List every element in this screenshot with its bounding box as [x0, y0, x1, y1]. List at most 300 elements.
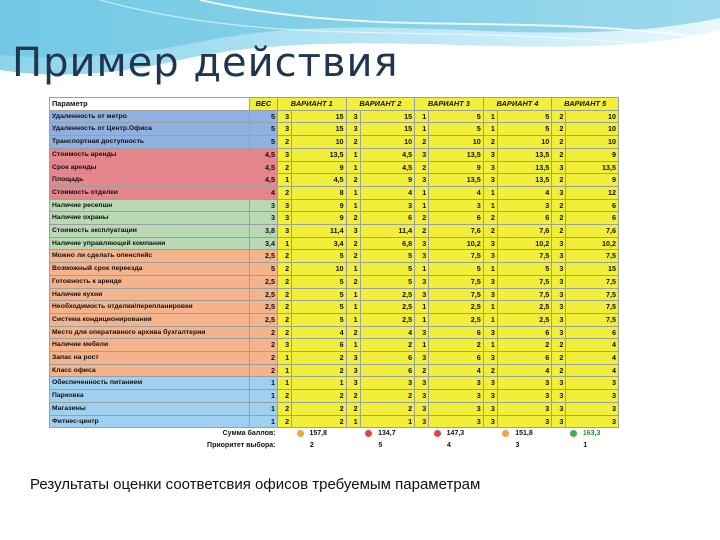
- param-name: Стоимость эксплуатации: [50, 225, 250, 238]
- weighted-score-cell: 9: [566, 174, 619, 187]
- score-cell: 3: [552, 301, 566, 314]
- weighted-score-cell: 4: [566, 364, 619, 377]
- table-row: [50, 199, 619, 212]
- weighted-score-cell: 2,5: [429, 301, 483, 314]
- score-cell: 2: [346, 174, 360, 187]
- table-row: [50, 148, 619, 161]
- table-row: [50, 174, 619, 187]
- param-name: Парковка: [50, 390, 250, 403]
- weighted-score-cell: 3: [566, 377, 619, 390]
- score-cell: 1: [346, 186, 360, 199]
- param-weight: 1: [249, 390, 277, 403]
- table-row: [50, 364, 619, 377]
- sum-value: 134,7: [378, 430, 396, 438]
- score-cell: 1: [415, 339, 429, 352]
- weighted-score-cell: 9: [292, 199, 346, 212]
- sum-cell: [277, 428, 346, 440]
- score-cell: 2: [277, 136, 291, 149]
- score-cell: 3: [415, 237, 429, 250]
- param-name: Обеспеченность питанием: [50, 377, 250, 390]
- weighted-score-cell: 2: [292, 364, 346, 377]
- weighted-score-cell: 12: [566, 186, 619, 199]
- score-cell: 1: [483, 339, 497, 352]
- weighted-score-cell: 4: [566, 352, 619, 365]
- score-cell: 3: [415, 415, 429, 428]
- param-weight: 2: [249, 339, 277, 352]
- score-cell: 3: [552, 415, 566, 428]
- score-cell: 3: [483, 326, 497, 339]
- weighted-score-cell: 3,4: [292, 237, 346, 250]
- weighted-score-cell: 6: [429, 212, 483, 225]
- score-cell: 3: [483, 148, 497, 161]
- status-dot-icon: [502, 430, 509, 437]
- param-weight: 4,5: [249, 174, 277, 187]
- weighted-score-cell: 6: [360, 364, 414, 377]
- score-cell: 3: [552, 288, 566, 301]
- table-row: [50, 263, 619, 276]
- weighted-score-cell: 3: [497, 415, 551, 428]
- score-cell: 3: [415, 288, 429, 301]
- weighted-score-cell: 4: [360, 326, 414, 339]
- score-cell: 3: [277, 199, 291, 212]
- score-cell: 2: [277, 313, 291, 326]
- priority-value: 2: [277, 440, 346, 452]
- score-cell: 3: [346, 352, 360, 365]
- weighted-score-cell: 10: [292, 263, 346, 276]
- score-cell: 1: [415, 263, 429, 276]
- table-row: [50, 352, 619, 365]
- weighted-score-cell: 13,5: [292, 148, 346, 161]
- score-cell: 2: [277, 186, 291, 199]
- param-name: Стоимость аренды: [50, 148, 250, 161]
- score-cell: 3: [277, 110, 291, 123]
- weighted-score-cell: 6: [429, 326, 483, 339]
- weighted-score-cell: 9: [292, 212, 346, 225]
- weighted-score-cell: 4: [497, 364, 551, 377]
- weighted-score-cell: 2: [292, 352, 346, 365]
- param-name: Готовность к аренде: [50, 275, 250, 288]
- score-cell: 3: [415, 390, 429, 403]
- weighted-score-cell: 6: [566, 212, 619, 225]
- weighted-score-cell: 3: [497, 390, 551, 403]
- param-name: Площадь: [50, 174, 250, 187]
- weighted-score-cell: 2: [360, 339, 414, 352]
- score-cell: 1: [346, 288, 360, 301]
- param-weight: 2,5: [249, 313, 277, 326]
- weighted-score-cell: 4: [429, 186, 483, 199]
- weighted-score-cell: 15: [292, 110, 346, 123]
- sum-value: 151,8: [515, 430, 533, 438]
- score-cell: 1: [346, 148, 360, 161]
- weighted-score-cell: 10: [566, 136, 619, 149]
- weighted-score-cell: 8: [292, 186, 346, 199]
- weighted-score-cell: 10: [429, 136, 483, 149]
- priority-value: 5: [346, 440, 415, 452]
- header-variant-5: ВАРИАНТ 5: [552, 98, 619, 111]
- weighted-score-cell: 6: [360, 212, 414, 225]
- score-cell: 3: [552, 313, 566, 326]
- table-row: [50, 313, 619, 326]
- param-weight: 5: [249, 123, 277, 136]
- score-cell: 3: [346, 123, 360, 136]
- weighted-score-cell: 5: [360, 275, 414, 288]
- score-cell: 2: [483, 225, 497, 238]
- weighted-score-cell: 13,5: [497, 161, 551, 174]
- weighted-score-cell: 3: [429, 390, 483, 403]
- score-cell: 1: [483, 301, 497, 314]
- score-cell: 1: [277, 174, 291, 187]
- weighted-score-cell: 3: [566, 415, 619, 428]
- score-cell: 1: [346, 415, 360, 428]
- param-weight: 2: [249, 364, 277, 377]
- score-cell: 2: [277, 288, 291, 301]
- weighted-score-cell: 6: [292, 339, 346, 352]
- weighted-score-cell: 4: [566, 339, 619, 352]
- table-row: [50, 186, 619, 199]
- weighted-score-cell: 2: [360, 402, 414, 415]
- weighted-score-cell: 3: [566, 390, 619, 403]
- param-name: Запас на рост: [50, 352, 250, 365]
- sum-row: [50, 428, 619, 440]
- score-cell: 2: [552, 174, 566, 187]
- score-cell: 1: [346, 313, 360, 326]
- priority-value: 3: [483, 440, 552, 452]
- score-cell: 3: [277, 123, 291, 136]
- param-name: Место для оперативного архива бухгалтерии: [50, 326, 250, 339]
- param-name: Можно ли сделать опенспейс: [50, 250, 250, 263]
- sum-cell: [346, 428, 415, 440]
- score-cell: 2: [346, 212, 360, 225]
- score-cell: 3: [415, 275, 429, 288]
- weighted-score-cell: 6: [497, 352, 551, 365]
- header-param: Параметр: [50, 98, 250, 111]
- weighted-score-cell: 4: [292, 326, 346, 339]
- score-cell: 1: [277, 237, 291, 250]
- score-cell: 3: [552, 186, 566, 199]
- score-cell: 3: [552, 250, 566, 263]
- weighted-score-cell: 1: [292, 377, 346, 390]
- score-cell: 2: [415, 225, 429, 238]
- weighted-score-cell: 5: [292, 313, 346, 326]
- table-row: [50, 250, 619, 263]
- weighted-score-cell: 7,5: [497, 250, 551, 263]
- weighted-score-cell: 3: [429, 377, 483, 390]
- priority-row: [50, 440, 619, 452]
- weighted-score-cell: 7,6: [497, 225, 551, 238]
- weighted-score-cell: 7,5: [429, 288, 483, 301]
- table-row: [50, 136, 619, 149]
- score-cell: 2: [277, 275, 291, 288]
- score-cell: 3: [415, 326, 429, 339]
- param-weight: 3,8: [249, 225, 277, 238]
- weighted-score-cell: 2,5: [360, 288, 414, 301]
- score-cell: 3: [415, 377, 429, 390]
- weighted-score-cell: 10: [497, 136, 551, 149]
- weighted-score-cell: 5: [429, 263, 483, 276]
- weighted-score-cell: 6: [360, 352, 414, 365]
- table-row: [50, 377, 619, 390]
- param-weight: 5: [249, 263, 277, 276]
- weighted-score-cell: 10: [360, 136, 414, 149]
- score-cell: 2: [277, 301, 291, 314]
- param-name: Наличие управляющей компании: [50, 237, 250, 250]
- header-variant-4: ВАРИАНТ 4: [483, 98, 552, 111]
- weighted-score-cell: 10,2: [566, 237, 619, 250]
- score-cell: 3: [483, 174, 497, 187]
- weighted-score-cell: 6,8: [360, 237, 414, 250]
- status-dot-icon: [365, 430, 372, 437]
- param-weight: 2,5: [249, 288, 277, 301]
- score-cell: 3: [483, 161, 497, 174]
- weighted-score-cell: 6: [429, 352, 483, 365]
- score-cell: 1: [277, 377, 291, 390]
- score-cell: 1: [346, 301, 360, 314]
- score-cell: 3: [552, 237, 566, 250]
- score-cell: 2: [552, 136, 566, 149]
- weighted-score-cell: 2: [292, 402, 346, 415]
- score-cell: 3: [483, 390, 497, 403]
- weighted-score-cell: 3: [429, 415, 483, 428]
- weighted-score-cell: 5: [292, 301, 346, 314]
- score-cell: 1: [346, 339, 360, 352]
- score-cell: 2: [277, 326, 291, 339]
- header-weight: ВЕС: [249, 98, 277, 111]
- score-cell: 1: [415, 110, 429, 123]
- score-cell: 3: [552, 161, 566, 174]
- weighted-score-cell: 3: [497, 199, 551, 212]
- score-cell: 3: [277, 225, 291, 238]
- score-cell: 2: [552, 212, 566, 225]
- score-cell: 2: [552, 352, 566, 365]
- caption: Результаты оценки соответсвия офисов требуемым параметрам: [30, 476, 481, 493]
- weighted-score-cell: 15: [292, 123, 346, 136]
- status-dot-icon: [297, 430, 304, 437]
- weighted-score-cell: 7,5: [497, 275, 551, 288]
- weighted-score-cell: 11,4: [292, 225, 346, 238]
- score-cell: 1: [415, 123, 429, 136]
- weighted-score-cell: 9: [429, 161, 483, 174]
- score-cell: 2: [415, 161, 429, 174]
- score-cell: 3: [415, 174, 429, 187]
- score-cell: 2: [552, 148, 566, 161]
- weighted-score-cell: 6: [566, 199, 619, 212]
- score-cell: 2: [346, 326, 360, 339]
- sum-cell: [415, 428, 484, 440]
- status-dot-icon: [434, 430, 441, 437]
- param-weight: 5: [249, 136, 277, 149]
- score-cell: 2: [552, 225, 566, 238]
- table-row: [50, 123, 619, 136]
- param-name: Наличие кухни: [50, 288, 250, 301]
- score-cell: 1: [483, 199, 497, 212]
- param-weight: 2: [249, 326, 277, 339]
- sum-value: 163,3: [582, 430, 601, 438]
- score-cell: 3: [277, 212, 291, 225]
- weighted-score-cell: 5: [429, 123, 483, 136]
- score-cell: 1: [415, 199, 429, 212]
- weighted-score-cell: 10: [292, 136, 346, 149]
- param-weight: 4,5: [249, 161, 277, 174]
- weighted-score-cell: 5: [292, 250, 346, 263]
- weighted-score-cell: 7,6: [566, 225, 619, 238]
- evaluation-sheet: [49, 97, 619, 452]
- score-cell: 3: [277, 148, 291, 161]
- weighted-score-cell: 3: [497, 377, 551, 390]
- weighted-score-cell: 5: [292, 275, 346, 288]
- score-cell: 1: [483, 313, 497, 326]
- param-name: Срок аренды: [50, 161, 250, 174]
- priority-value: 1: [552, 440, 619, 452]
- score-cell: 2: [277, 161, 291, 174]
- weighted-score-cell: 6: [497, 326, 551, 339]
- weighted-score-cell: 11,4: [360, 225, 414, 238]
- score-cell: 1: [346, 161, 360, 174]
- score-cell: 2: [483, 212, 497, 225]
- weighted-score-cell: 7,5: [429, 250, 483, 263]
- param-name: Класс офиса: [50, 364, 250, 377]
- weighted-score-cell: 5: [497, 110, 551, 123]
- param-weight: 3: [249, 212, 277, 225]
- weighted-score-cell: 6: [566, 326, 619, 339]
- weighted-score-cell: 3: [360, 199, 414, 212]
- score-cell: 3: [277, 339, 291, 352]
- weighted-score-cell: 5: [360, 250, 414, 263]
- param-weight: 2,5: [249, 250, 277, 263]
- score-cell: 3: [552, 275, 566, 288]
- score-cell: 3: [346, 364, 360, 377]
- score-cell: 2: [277, 263, 291, 276]
- header-variant-1: ВАРИАНТ 1: [277, 98, 346, 111]
- weighted-score-cell: 3: [566, 402, 619, 415]
- score-cell: 2: [552, 110, 566, 123]
- score-cell: 2: [483, 136, 497, 149]
- score-cell: 2: [277, 390, 291, 403]
- status-dot-icon: [570, 430, 577, 437]
- param-name: Удаленность от метро: [50, 110, 250, 123]
- score-cell: 3: [415, 352, 429, 365]
- weighted-score-cell: 4: [360, 186, 414, 199]
- score-cell: 2: [346, 237, 360, 250]
- param-name: Система кондиционирования: [50, 313, 250, 326]
- weighted-score-cell: 15: [360, 123, 414, 136]
- weighted-score-cell: 4,5: [292, 174, 346, 187]
- weighted-score-cell: 13,5: [429, 148, 483, 161]
- score-cell: 3: [552, 326, 566, 339]
- param-name: Наличие охраны: [50, 212, 250, 225]
- score-cell: 2: [346, 275, 360, 288]
- weighted-score-cell: 7,5: [566, 288, 619, 301]
- table-row: [50, 225, 619, 238]
- param-weight: 3,4: [249, 237, 277, 250]
- header-variant-2: ВАРИАНТ 2: [346, 98, 415, 111]
- sum-label: Сумма баллов:: [50, 428, 278, 440]
- score-cell: 2: [552, 123, 566, 136]
- score-cell: 2: [415, 136, 429, 149]
- score-cell: 1: [415, 186, 429, 199]
- weighted-score-cell: 3: [429, 402, 483, 415]
- weighted-score-cell: 13,5: [429, 174, 483, 187]
- score-cell: 2: [552, 364, 566, 377]
- score-cell: 1: [277, 352, 291, 365]
- weighted-score-cell: 4,5: [360, 161, 414, 174]
- table-row: [50, 275, 619, 288]
- score-cell: 1: [483, 263, 497, 276]
- param-name: Удаленность от Центр.Офиса: [50, 123, 250, 136]
- weighted-score-cell: 7,6: [429, 225, 483, 238]
- table-row: [50, 390, 619, 403]
- param-name: Возможный срок переезда: [50, 263, 250, 276]
- weighted-score-cell: 5: [360, 263, 414, 276]
- score-cell: 1: [483, 186, 497, 199]
- param-name: Необходимость отделки/перепланировки: [50, 301, 250, 314]
- weighted-score-cell: 15: [566, 263, 619, 276]
- weighted-score-cell: 3: [360, 377, 414, 390]
- weighted-score-cell: 5: [292, 288, 346, 301]
- weighted-score-cell: 4: [497, 186, 551, 199]
- weighted-score-cell: 5: [497, 123, 551, 136]
- score-cell: 1: [415, 313, 429, 326]
- score-cell: 3: [415, 250, 429, 263]
- score-cell: 2: [346, 390, 360, 403]
- weighted-score-cell: 2: [429, 339, 483, 352]
- score-cell: 3: [483, 288, 497, 301]
- weighted-score-cell: 7,5: [497, 288, 551, 301]
- score-cell: 3: [346, 225, 360, 238]
- weighted-score-cell: 4: [429, 364, 483, 377]
- weighted-score-cell: 13,5: [566, 161, 619, 174]
- score-cell: 3: [483, 275, 497, 288]
- table-row: [50, 161, 619, 174]
- weighted-score-cell: 7,5: [566, 275, 619, 288]
- score-cell: 1: [415, 301, 429, 314]
- score-cell: 2: [415, 364, 429, 377]
- weighted-score-cell: 2: [292, 390, 346, 403]
- weighted-score-cell: 2: [292, 415, 346, 428]
- score-cell: 3: [483, 352, 497, 365]
- sum-value: 157,8: [309, 430, 328, 438]
- param-weight: 2,5: [249, 275, 277, 288]
- score-cell: 1: [483, 123, 497, 136]
- param-weight: 4,5: [249, 148, 277, 161]
- weighted-score-cell: 2,5: [360, 301, 414, 314]
- weighted-score-cell: 10: [566, 110, 619, 123]
- param-weight: 1: [249, 402, 277, 415]
- score-cell: 2: [346, 402, 360, 415]
- weighted-score-cell: 2,5: [429, 313, 483, 326]
- weighted-score-cell: 10,2: [429, 237, 483, 250]
- weighted-score-cell: 7,5: [566, 301, 619, 314]
- param-weight: 1: [249, 377, 277, 390]
- weighted-score-cell: 2,5: [360, 313, 414, 326]
- score-cell: 3: [415, 148, 429, 161]
- priority-label: Приоритет выбора:: [50, 440, 278, 452]
- weighted-score-cell: 7,5: [429, 275, 483, 288]
- weighted-score-cell: 13,5: [497, 174, 551, 187]
- table-row: [50, 415, 619, 428]
- score-cell: 2: [277, 402, 291, 415]
- param-name: Фитнес-центр: [50, 415, 250, 428]
- table-row: [50, 339, 619, 352]
- sum-cell: [552, 428, 619, 440]
- score-cell: 3: [483, 415, 497, 428]
- weighted-score-cell: 15: [360, 110, 414, 123]
- score-cell: 2: [552, 339, 566, 352]
- weighted-score-cell: 9: [566, 148, 619, 161]
- score-cell: 3: [552, 390, 566, 403]
- param-weight: 2: [249, 352, 277, 365]
- param-name: Транспортная доступность: [50, 136, 250, 149]
- table-row: [50, 288, 619, 301]
